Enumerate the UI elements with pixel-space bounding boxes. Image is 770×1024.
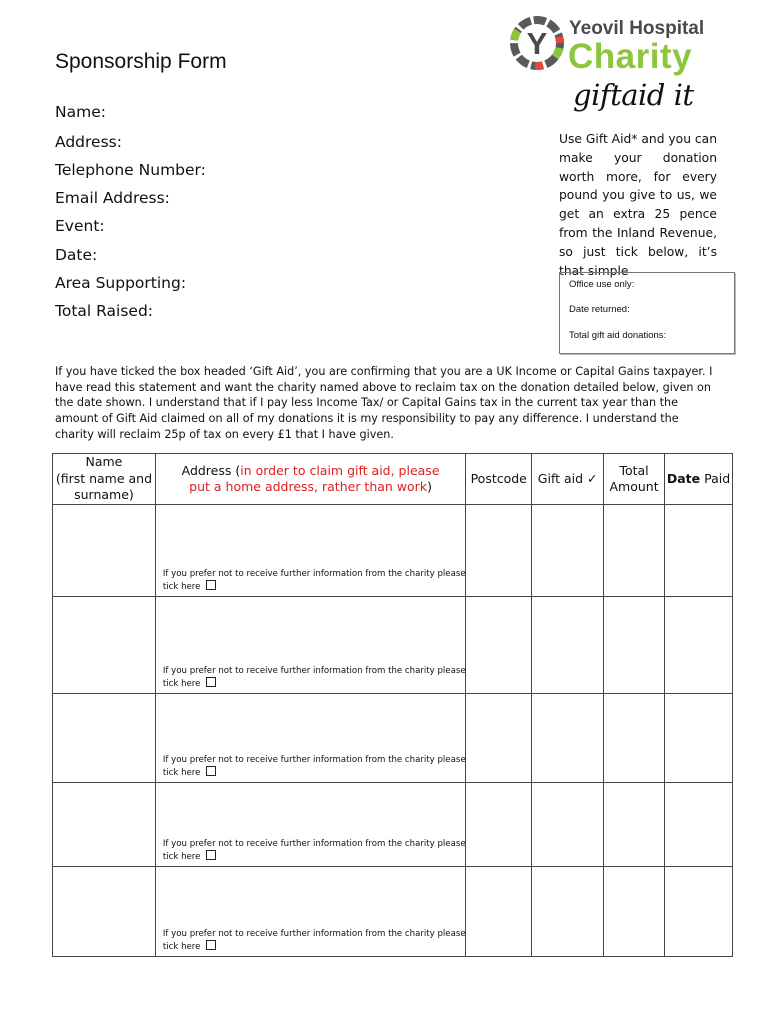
- cell-date-paid[interactable]: [665, 505, 733, 597]
- cell-date-paid[interactable]: [665, 597, 733, 694]
- cell-giftaid[interactable]: [532, 783, 604, 867]
- cell-date-paid[interactable]: [665, 867, 733, 957]
- giftaid-blurb: Use Gift Aid* and you can make your donation worth more, for every pound you give to us, we get an extra 25 pence from the Inland Revenue, so just tick below, it’s that simple: [559, 132, 717, 278]
- cell-total-amount[interactable]: [604, 505, 665, 597]
- cell-total-amount[interactable]: [604, 597, 665, 694]
- cell-giftaid[interactable]: [532, 505, 604, 597]
- field-date: Date:: [55, 246, 98, 264]
- date-returned-label: Date returned:: [569, 304, 630, 315]
- header-name: Name (first name and surname): [53, 454, 156, 505]
- cell-postcode[interactable]: [466, 694, 532, 783]
- office-use-label: Office use only:: [569, 279, 635, 290]
- optout-checkbox[interactable]: [206, 850, 216, 860]
- cell-postcode[interactable]: [466, 597, 532, 694]
- optout-text: If you prefer not to receive further information from the charity please tick here: [162, 755, 466, 778]
- field-address: Address:: [55, 133, 122, 151]
- table-row: [53, 783, 733, 867]
- giftaid-declaration: If you have ticked the box headed ‘Gift Aid’, you are confirming that you are a UK Income or Capital Gains taxpayer. I have read this statement and want the charity named above to reclaim tax on the donation detailed below, given on the date shown. I understand that if I pay less Income Tax/ or Capital Gains tax in the current tax year than the amount of Gift Aid claimed on all of my donations it is my responsibility to pay any difference. I understand the charity will reclaim 25p of tax on every £1 that I have given.: [55, 365, 713, 441]
- cell-address[interactable]: [155, 694, 465, 783]
- logo-line1: Yeovil Hospital: [569, 18, 705, 39]
- header-date-paid: Date Paid: [665, 454, 733, 505]
- optout-checkbox[interactable]: [206, 677, 216, 687]
- logo-mark-letter: Y: [526, 26, 548, 61]
- table-header-row: [53, 454, 733, 505]
- cell-giftaid[interactable]: [532, 694, 604, 783]
- cell-address[interactable]: [155, 505, 465, 597]
- cell-name[interactable]: [53, 597, 156, 694]
- cell-name[interactable]: [53, 694, 156, 783]
- cell-total-amount[interactable]: [604, 783, 665, 867]
- header-total-amount: Total Amount: [604, 454, 665, 505]
- field-total-raised: Total Raised:: [55, 302, 154, 320]
- giftaid-logo: giftaid it: [573, 78, 694, 112]
- header-postcode: Postcode: [466, 454, 532, 505]
- form-title: Sponsorship Form: [55, 50, 227, 73]
- cell-postcode[interactable]: [466, 783, 532, 867]
- field-email: Email Address:: [55, 189, 170, 207]
- optout-text: If you prefer not to receive further information from the charity please tick here: [162, 569, 466, 592]
- field-name: Name:: [55, 103, 106, 121]
- cell-name[interactable]: [53, 867, 156, 957]
- cell-giftaid[interactable]: [532, 867, 604, 957]
- cell-address[interactable]: [155, 867, 465, 957]
- field-telephone: Telephone Number:: [55, 161, 206, 179]
- table-row: [53, 505, 733, 597]
- cell-address[interactable]: [155, 597, 465, 694]
- optout-checkbox[interactable]: [206, 940, 216, 950]
- optout-checkbox[interactable]: [206, 580, 216, 590]
- cell-total-amount[interactable]: [604, 694, 665, 783]
- field-event: Event:: [55, 217, 105, 235]
- table-row: [53, 694, 733, 783]
- cell-name[interactable]: [53, 783, 156, 867]
- optout-text: If you prefer not to receive further information from the charity please tick here: [162, 929, 466, 952]
- optout-text: If you prefer not to receive further information from the charity please tick here: [162, 666, 466, 689]
- cell-date-paid[interactable]: [665, 694, 733, 783]
- optout-text: If you prefer not to receive further information from the charity please tick here: [162, 839, 466, 862]
- cell-giftaid[interactable]: [532, 597, 604, 694]
- cell-date-paid[interactable]: [665, 783, 733, 867]
- cell-name[interactable]: [53, 505, 156, 597]
- table-row: [53, 867, 733, 957]
- header-giftaid: Gift aid ✓: [532, 454, 604, 505]
- cell-address[interactable]: [155, 783, 465, 867]
- address-note: in order to claim gift aid, please put a home address, rather than work: [189, 462, 440, 494]
- header-address: Address (in order to claim gift aid, please put a home address, rather than work): [155, 454, 465, 505]
- cell-postcode[interactable]: [466, 505, 532, 597]
- optout-checkbox[interactable]: [206, 766, 216, 776]
- table-row: [53, 597, 733, 694]
- total-giftaid-label: Total gift aid donations:: [569, 330, 667, 341]
- donation-table: [52, 453, 733, 957]
- cell-postcode[interactable]: [466, 867, 532, 957]
- logo-line2: Charity: [568, 37, 693, 76]
- field-area-supporting: Area Supporting:: [55, 274, 187, 292]
- office-use-box: [559, 272, 735, 354]
- cell-total-amount[interactable]: [604, 867, 665, 957]
